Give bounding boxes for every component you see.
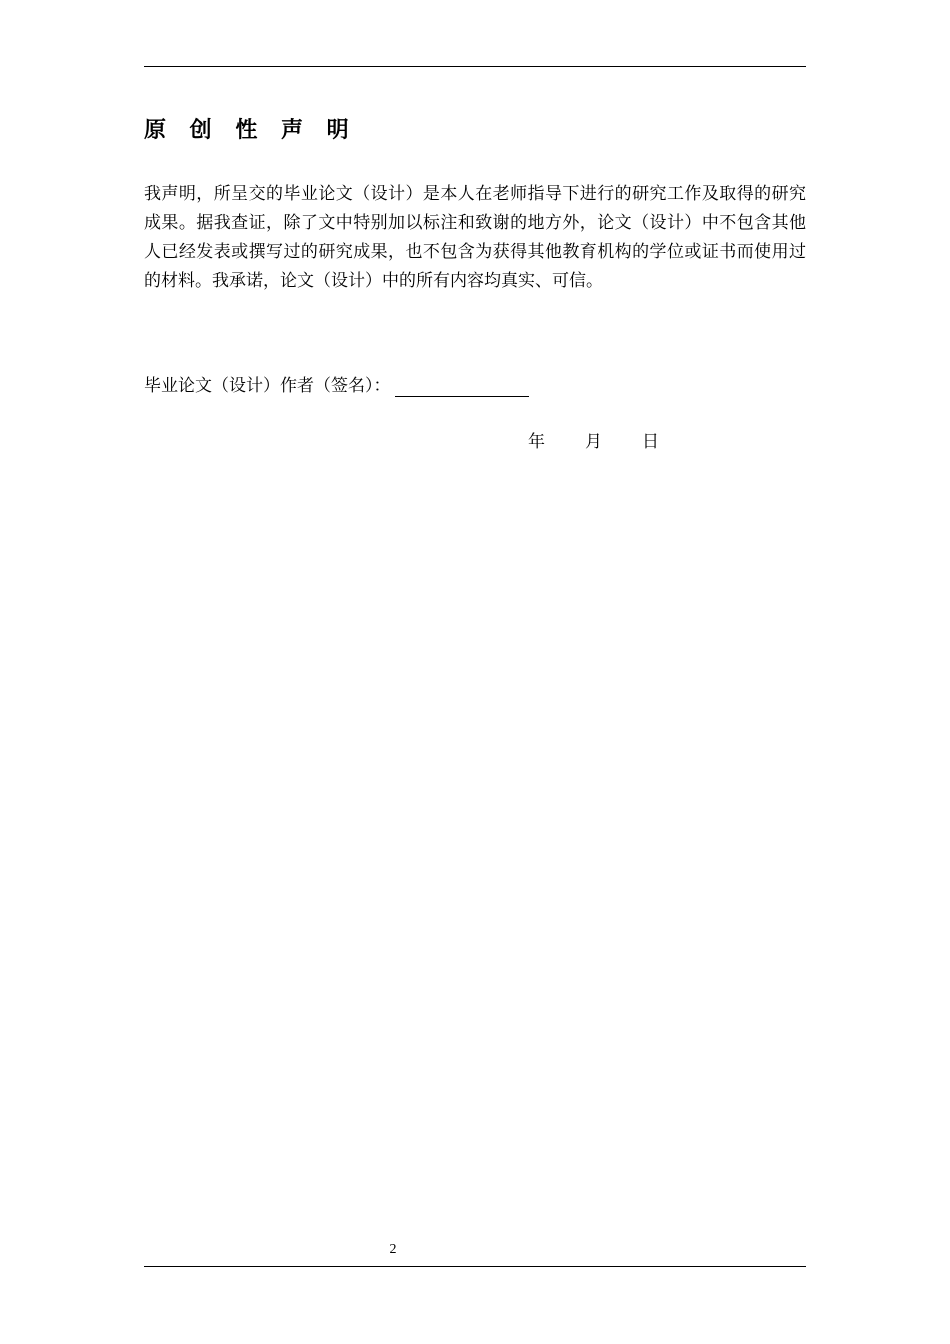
date-row: [528, 428, 659, 456]
date-month-label: 月: [585, 432, 602, 452]
header-rule: [144, 66, 806, 67]
date-day-label: 日: [642, 432, 659, 452]
originality-statement: 我声明，所呈交的毕业论文（设计）是本人在老师指导下进行的研究工作及取得的研究成果。据我查证，除了文中特别加以标注和致谢的地方外，论文（设计）中不包含其他人已经发表或撰写过的研究成果，也不包含为获得其他教育机构的学位或证书而使用过的材料。我承诺，论文（设计）中的所有内容均真实、可信。: [144, 184, 806, 291]
signature-label: 毕业论文（设计）作者（签名）：: [144, 376, 391, 396]
date-year-label: 年: [528, 432, 545, 452]
page-number: 2: [389, 1242, 397, 1257]
footer-rule: [144, 1266, 806, 1267]
page-title: 原 创 性 声 明: [144, 118, 357, 143]
signature-blank-field[interactable]: [395, 376, 529, 397]
signature-row: [144, 372, 529, 400]
